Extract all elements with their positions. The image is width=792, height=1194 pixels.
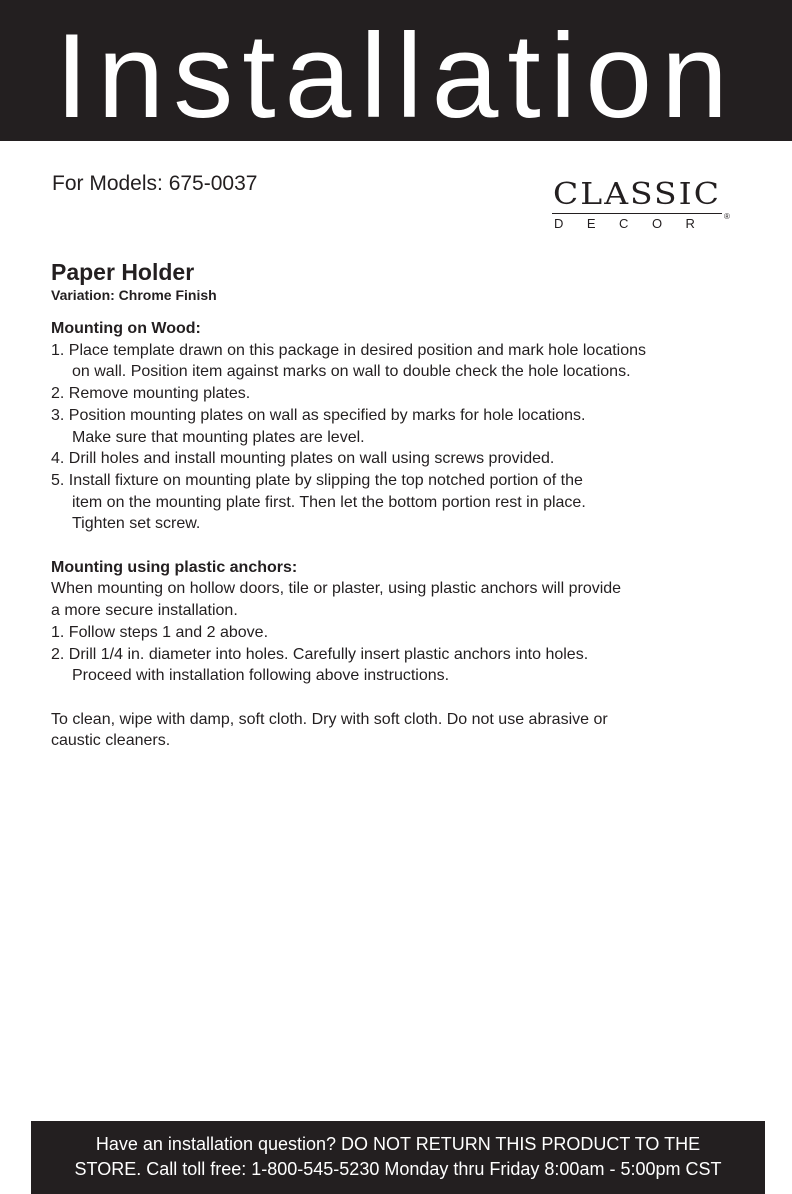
product-title: Paper Holder <box>51 259 195 285</box>
care-line: caustic cleaners. <box>51 732 171 750</box>
footer-notice <box>31 1132 765 1182</box>
variation-label: Variation: Chrome Finish <box>51 287 217 303</box>
logo-rule <box>552 213 722 214</box>
anchors-line: 2. Drill 1/4 in. diameter into holes. Carefully insert plastic anchors into holes. <box>51 645 589 663</box>
instructions-body <box>51 258 751 752</box>
wood-step-line: 1. Place template drawn on this package in desired position and mark hole locations <box>51 341 647 359</box>
registered-mark: ® <box>724 212 730 221</box>
models-line: For Models: 675-0037 <box>52 172 258 195</box>
footer-band <box>31 1121 765 1194</box>
wood-step-line: 3. Position mounting plates on wall as specified by marks for hole locations. <box>51 406 586 424</box>
wood-heading: Mounting on Wood: <box>51 320 201 337</box>
anchors-line: When mounting on hollow doors, tile or plaster, using plastic anchors will provide <box>51 580 622 598</box>
wood-step-line: item on the mounting plate first. Then let the bottom portion rest in place. <box>72 493 586 511</box>
page-title: Installation <box>55 9 737 143</box>
wood-step-line: Make sure that mounting plates are level. <box>72 428 365 446</box>
anchors-line: 1. Follow steps 1 and 2 above. <box>51 623 269 641</box>
footer-line: Have an installation question? DO NOT RETURN THIS PRODUCT TO THE <box>95 1134 701 1154</box>
anchors-line: a more secure installation. <box>51 602 238 620</box>
header-band <box>0 0 792 141</box>
logo-wordmark: CLASSIC <box>553 175 721 212</box>
wood-step-line: Tighten set screw. <box>72 515 201 533</box>
care-line: To clean, wipe with damp, soft cloth. Dry with soft cloth. Do not use abrasive or <box>51 710 608 728</box>
footer-line: STORE. Call toll free: 1-800-545-5230 Monday thru Friday 8:00am - 5:00pm CST <box>74 1159 722 1179</box>
logo-subtitle: DECOR <box>554 216 719 231</box>
wood-step-line: on wall. Position item against marks on wall to double check the hole locations. <box>72 363 631 381</box>
anchors-line: Proceed with installation following above instructions. <box>72 667 450 685</box>
anchors-heading: Mounting using plastic anchors: <box>51 558 298 576</box>
wood-step-line: 5. Install fixture on mounting plate by slipping the top notched portion of the <box>51 471 583 489</box>
wood-step-line: 2. Remove mounting plates. <box>51 385 251 403</box>
brand-logo <box>552 175 742 238</box>
wood-step-line: 4. Drill holes and install mounting plates on wall using screws provided. <box>51 450 555 468</box>
